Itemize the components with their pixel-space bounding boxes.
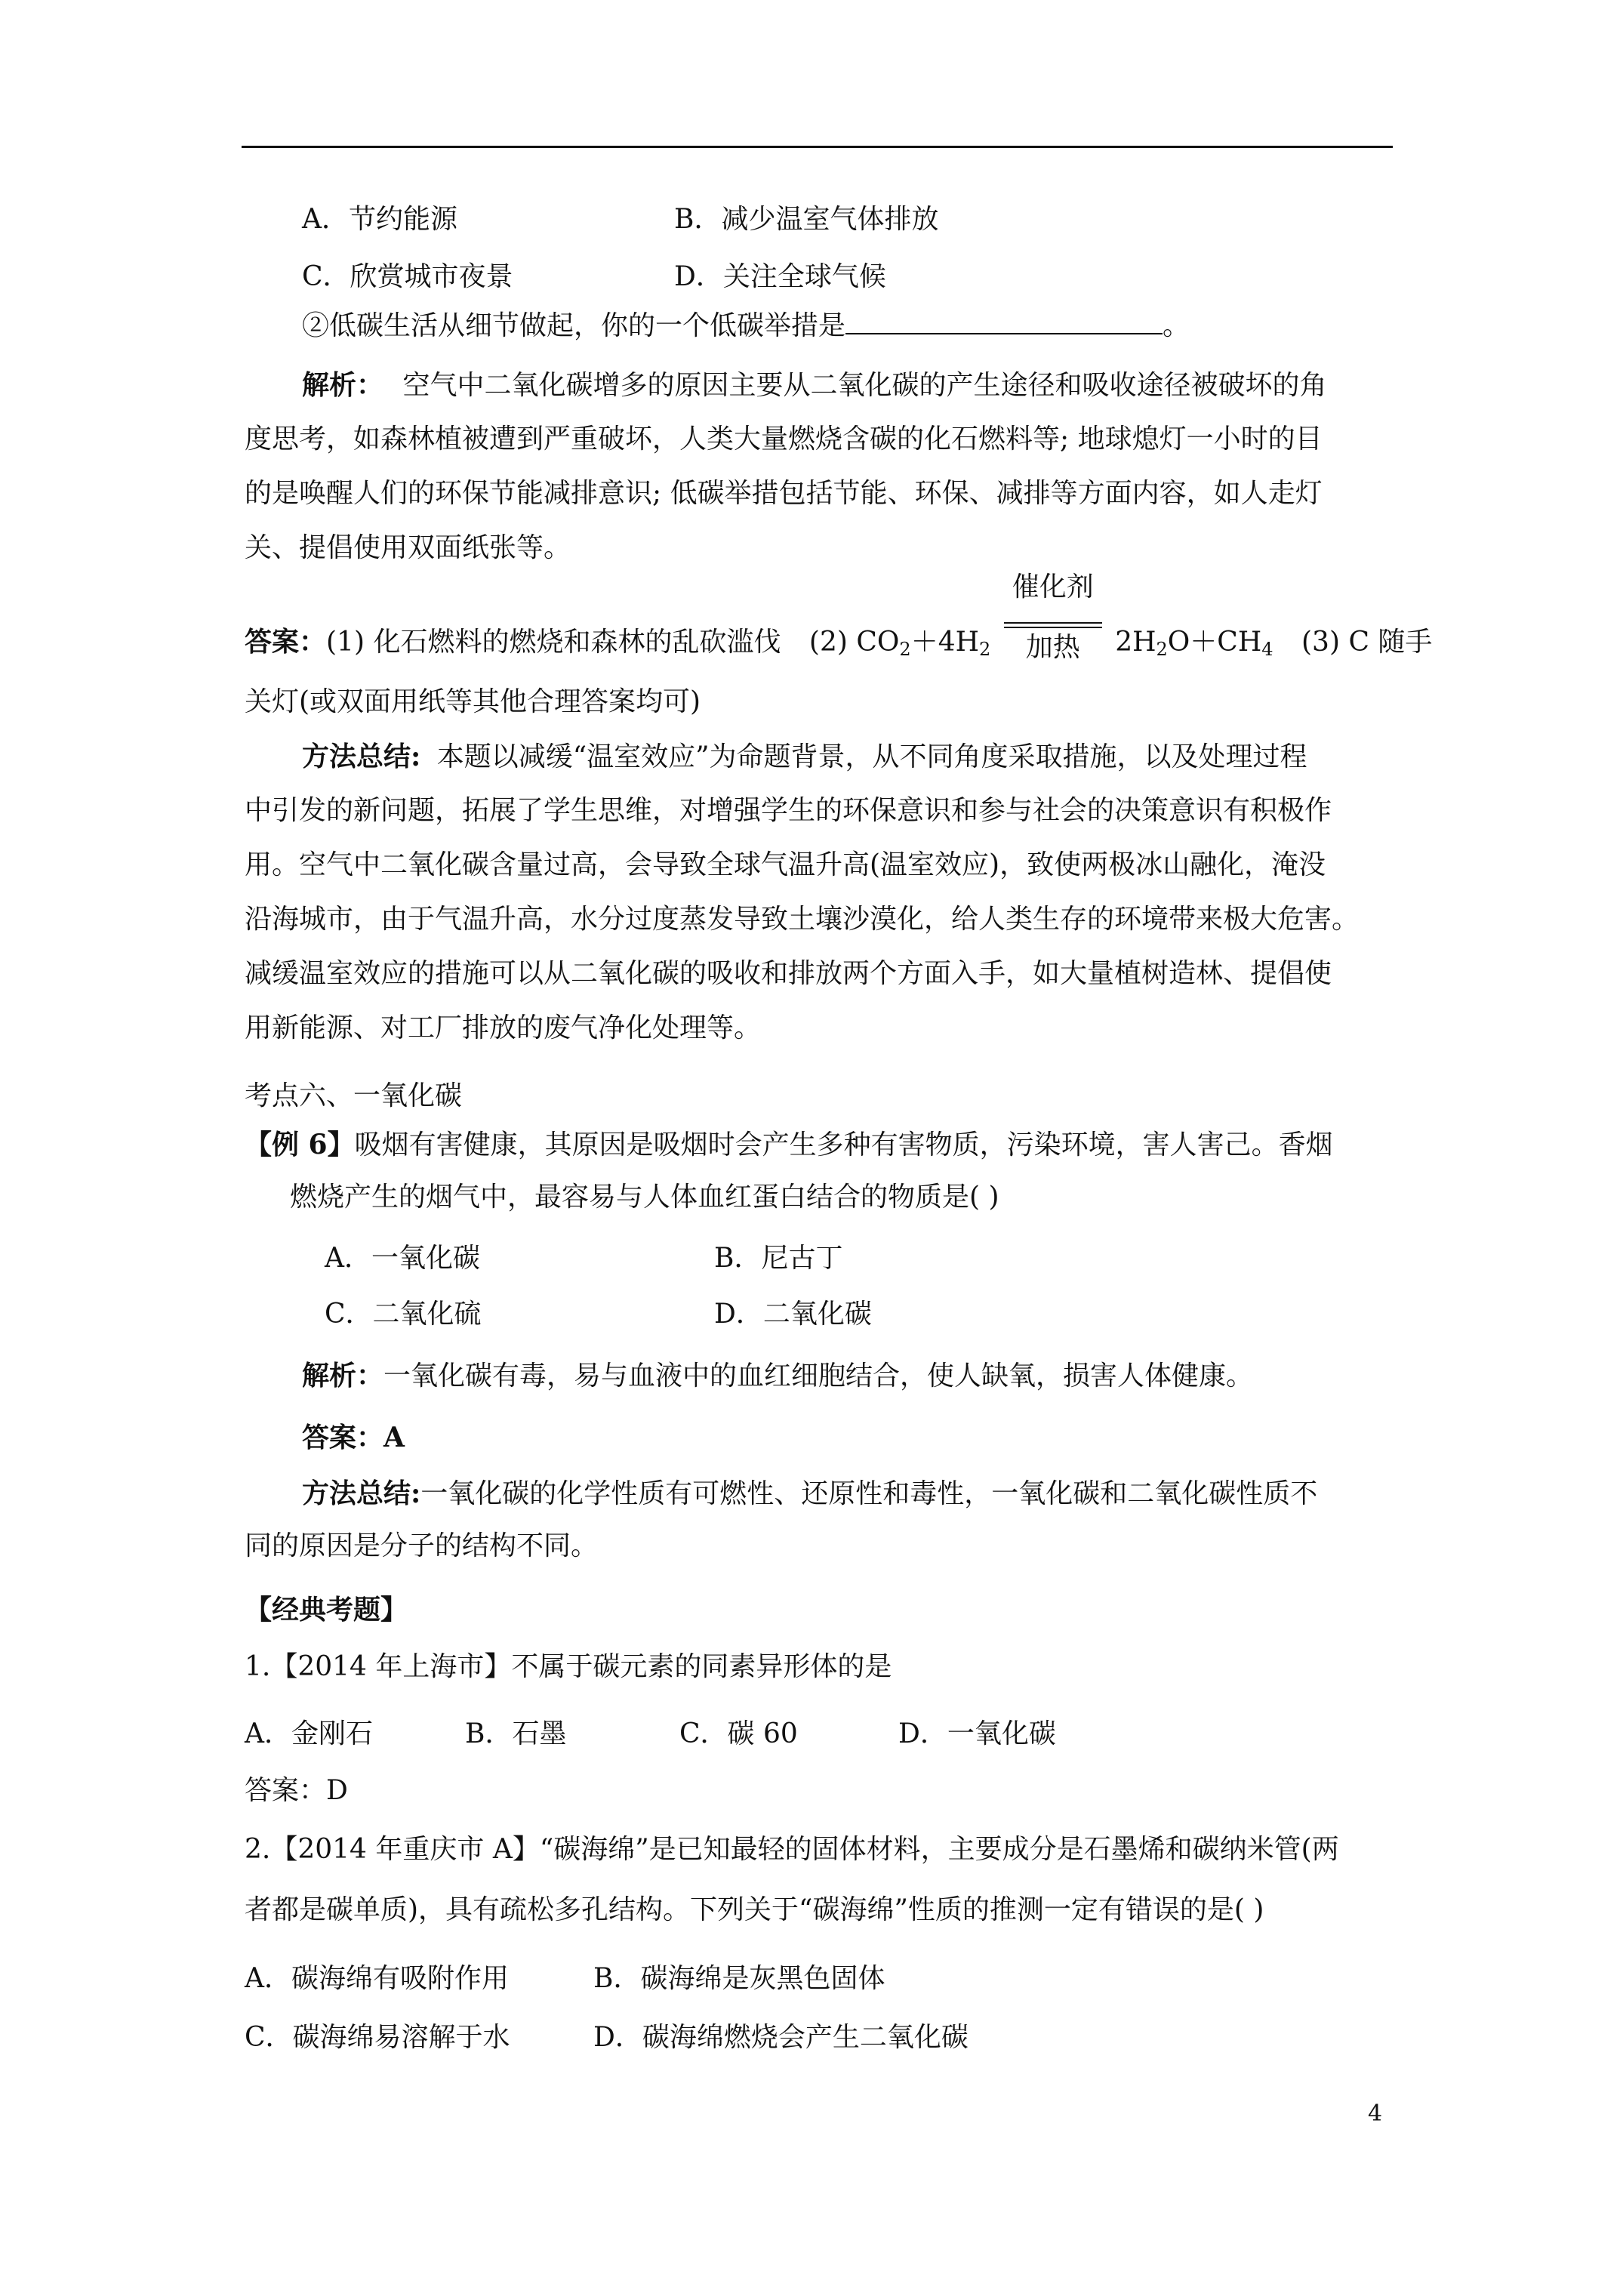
analysis-line (302, 1359, 1253, 1393)
option-d: D．碳海绵燃烧会产生二氧化碳 (593, 2022, 969, 2053)
example-label: 【例 6】 (245, 1129, 355, 1160)
option-c: C．欣赏城市夜景 (302, 261, 513, 292)
question-1: 1.【2014 年上海市】不属于碳元素的同素异形体的是 (245, 1651, 892, 1682)
method-line: 用。空气中二氧化碳含量过高，会导致全球气温升高(温室效应)，致使两极冰山融化，淹没 (245, 849, 1326, 880)
example-text: 吸烟有害健康，其原因是吸烟时会产生多种有害物质，污染环境，害人害己。香烟 (354, 1130, 1333, 1160)
reaction-products (1115, 627, 1273, 658)
question-item-2-text: ②低碳生活从细节做起，你的一个低碳举措是 (302, 310, 846, 341)
formula-methane: O＋CH (1167, 627, 1262, 658)
question-item-2-end: 。 (1163, 310, 1190, 341)
example-line (245, 1128, 1333, 1162)
analysis-label: 解析： (302, 369, 384, 401)
catalyst-label: 催化剂 (1012, 572, 1094, 603)
question-2: 2.【2014 年重庆市 A】“碳海绵”是已知最轻的固体材料，主要成分是石墨烯和碳纳米管(两 (245, 1834, 1339, 1865)
option-a: A．金刚石 (245, 1718, 373, 1749)
answer-part-3: (3) C 随手 (1301, 627, 1433, 658)
answer-part-1: (1) 化石燃料的燃烧和森林的乱砍滥伐 (326, 627, 781, 658)
method-line (302, 1477, 1317, 1511)
method-line: 减缓温室效应的措施可以从二氧化碳的吸收和排放两个方面入手，如大量植树造林、提倡使 (245, 958, 1332, 989)
method-text: 本题以减缓“温室效应”为命题背景，从不同角度采取措施，以及处理过程 (436, 741, 1307, 772)
answer-label: 答案： (245, 626, 327, 658)
method-label: 方法总结: (302, 1478, 421, 1509)
method-line: 用新能源、对工厂排放的废气净化处理等。 (245, 1012, 762, 1043)
analysis-line: 关、提倡使用双面纸张等。 (245, 532, 571, 563)
subscript: 2 (899, 639, 911, 660)
option-b: B．石墨 (465, 1718, 567, 1749)
question-item-2 (302, 310, 1190, 343)
answer-line (245, 572, 1433, 666)
example-line: 燃烧产生的烟气中，最容易与人体血红蛋白结合的物质是( ) (290, 1182, 999, 1213)
analysis-line (302, 368, 1326, 402)
option-b: B．尼古丁 (714, 1243, 843, 1274)
answer-label: 答案： (302, 1422, 384, 1453)
heat-label: 加热 (1025, 632, 1080, 663)
formula-h2: ＋4H (910, 627, 980, 658)
method-line: 沿海城市，由于气温升高，水分过度蒸发导致土壤沙漠化，给人类生存的环境带来极大危害。 (245, 904, 1360, 935)
option-c: C．碳海绵易溶解于水 (245, 2022, 510, 2053)
option-b: B．减少温室气体排放 (674, 204, 939, 235)
reaction-condition (1004, 572, 1102, 663)
analysis-line: 度思考，如森林植被遭到严重破坏，人类大量燃烧含碳的化石燃料等; 地球熄灯一小时的目 (245, 424, 1323, 455)
option-c: C．碳 60 (679, 1718, 798, 1749)
method-line: 同的原因是分子的结构不同。 (245, 1530, 599, 1561)
analysis-text: 一氧化碳有毒，易与血液中的血红细胞结合，使人缺氧，损害人体健康。 (383, 1361, 1254, 1391)
method-line: 中引发的新问题，拓展了学生思维，对增强学生的环保意识和参与社会的决策意识有积极作 (245, 795, 1332, 826)
equals-bar (1004, 622, 1102, 624)
answer-line (302, 1421, 405, 1455)
option-a: A．一氧化碳 (325, 1243, 480, 1274)
equals-bar (1004, 627, 1102, 628)
header-rule (242, 146, 1393, 148)
option-a: A．节约能源 (302, 204, 457, 235)
answer-blank (845, 310, 1163, 334)
option-b: B．碳海绵是灰黑色固体 (593, 1963, 885, 1994)
method-text: 一氧化碳的化学性质有可燃性、还原性和毒性，一氧化碳和二氧化碳性质不 (420, 1478, 1318, 1509)
option-d: D．关注全球气候 (674, 261, 886, 292)
answer-line: 答案：D (245, 1775, 348, 1806)
formula-water: 2H (1115, 627, 1156, 658)
formula-co2: (2) CO (808, 627, 900, 658)
analysis-line: 的是唤醒人们的环保节能减排意识; 低碳举措包括节能、环保、减排等方面内容，如人走灯 (245, 478, 1323, 509)
method-label: 方法总结: (302, 741, 421, 772)
subscript: 2 (1156, 639, 1168, 660)
classic-title: 【经典考题】 (245, 1594, 408, 1626)
page-number: 4 (1368, 2100, 1383, 2127)
subscript: 4 (1261, 639, 1273, 660)
subscript: 2 (979, 639, 991, 660)
answer-line-2: 关灯(或双面用纸等其他合理答案均可) (245, 686, 701, 717)
answer-value: A (383, 1422, 405, 1453)
analysis-text: 空气中二氧化碳增多的原因主要从二氧化碳的产生途径和吸收途径被破坏的角 (402, 370, 1327, 401)
option-d: D．二氧化碳 (714, 1299, 872, 1330)
question-2: 者都是碳单质)，具有疏松多孔结构。下列关于“碳海绵”性质的推测一定有错误的是( ) (245, 1894, 1264, 1925)
option-a: A．碳海绵有吸附作用 (245, 1963, 509, 1994)
method-line (302, 740, 1307, 774)
section-title: 考点六、一氧化碳 (245, 1080, 463, 1111)
analysis-label: 解析： (302, 1360, 384, 1391)
option-d: D．一氧化碳 (898, 1718, 1056, 1749)
option-c: C．二氧化硫 (325, 1299, 482, 1330)
answer-part-2 (809, 627, 990, 658)
